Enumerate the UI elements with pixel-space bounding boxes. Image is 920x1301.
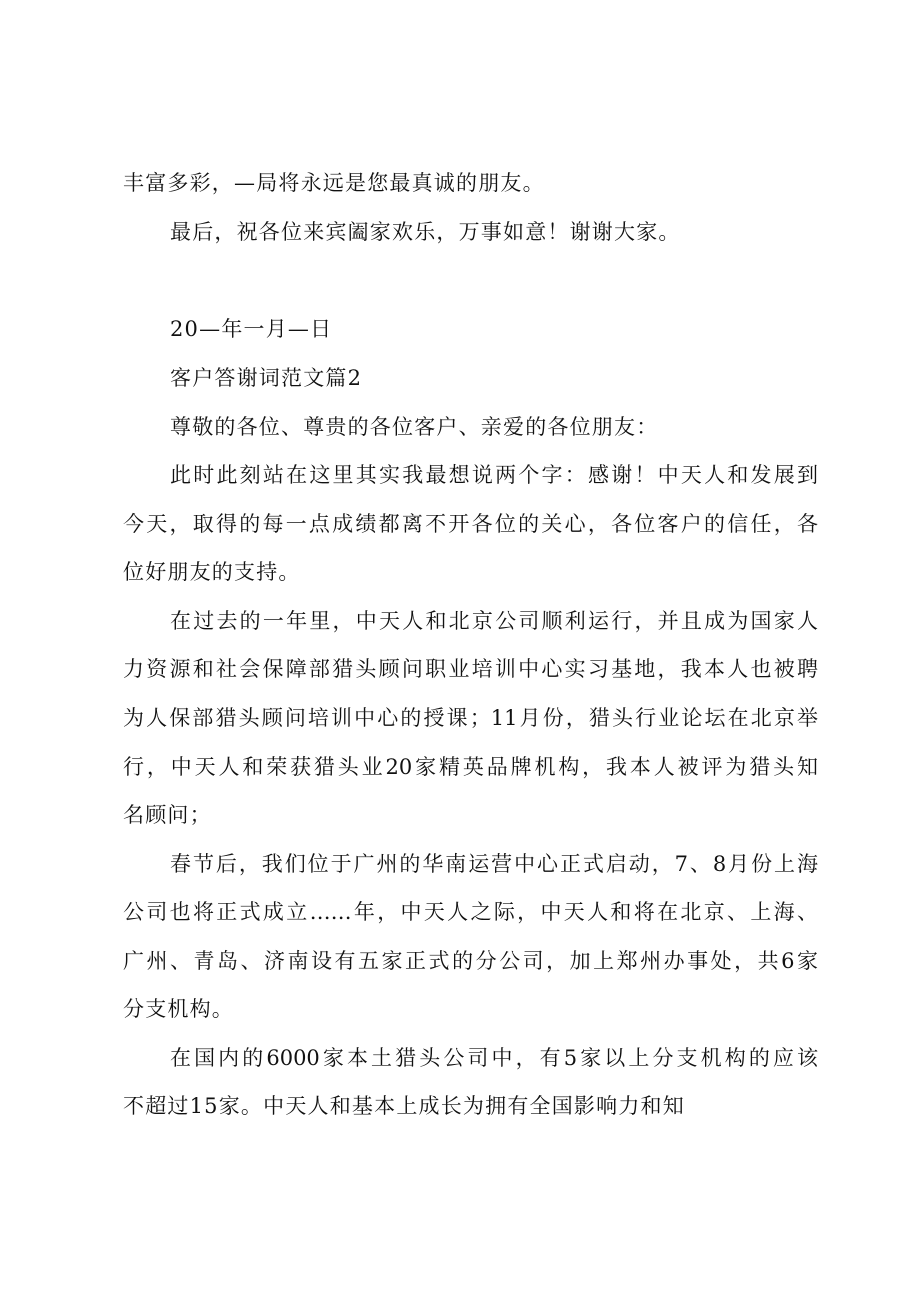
text-line: 为人保部猎头顾问培训中心的授课；11月份，猎头行业论坛在北京举 <box>123 706 818 730</box>
text-line: 不超过15家。中天人和基本上成长为拥有全国影响力和知 <box>123 1094 685 1118</box>
text-line: 丰富多彩，—局将永远是您最真诚的朋友。 <box>123 171 545 195</box>
text-line: 力资源和社会保障部猎头顾问职业培训中心实习基地，我本人也被聘 <box>123 657 818 681</box>
text-line: 行，中天人和荣获猎头业20家精英品牌机构，我本人被评为猎头知 <box>123 755 818 779</box>
text-line: 今天，取得的每一点成绩都离不开各位的关心，各位客户的信任，各 <box>123 512 818 536</box>
text-line: 在过去的一年里，中天人和北京公司顺利运行，并且成为国家人 <box>170 609 818 633</box>
text-line: 位好朋友的支持。 <box>123 560 301 584</box>
text-line: 此时此刻站在这里其实我最想说两个字：感谢！中天人和发展到 <box>170 463 818 487</box>
text-line: 广州、青岛、济南设有五家正式的分公司，加上郑州办事处，共6家 <box>123 949 818 973</box>
section-heading: 客户答谢词范文篇2 <box>170 366 363 390</box>
date-line: 20—年一月—日 <box>170 317 333 341</box>
salutation: 尊敬的各位、尊贵的各位客户、亲爱的各位朋友： <box>170 415 659 439</box>
text-line: 公司也将正式成立……年，中天人之际，中天人和将在北京、上海、 <box>123 900 818 924</box>
text-line: 分支机构。 <box>123 997 234 1021</box>
text-line: 在国内的6000家本土猎头公司中，有5家以上分支机构的应该 <box>170 1046 818 1070</box>
text-line: 最后，祝各位来宾阖家欢乐，万事如意！谢谢大家。 <box>170 220 681 244</box>
text-line: 名顾问； <box>123 803 212 827</box>
text-line: 春节后，我们位于广州的华南运营中心正式启动，7、8月份上海 <box>170 852 818 876</box>
